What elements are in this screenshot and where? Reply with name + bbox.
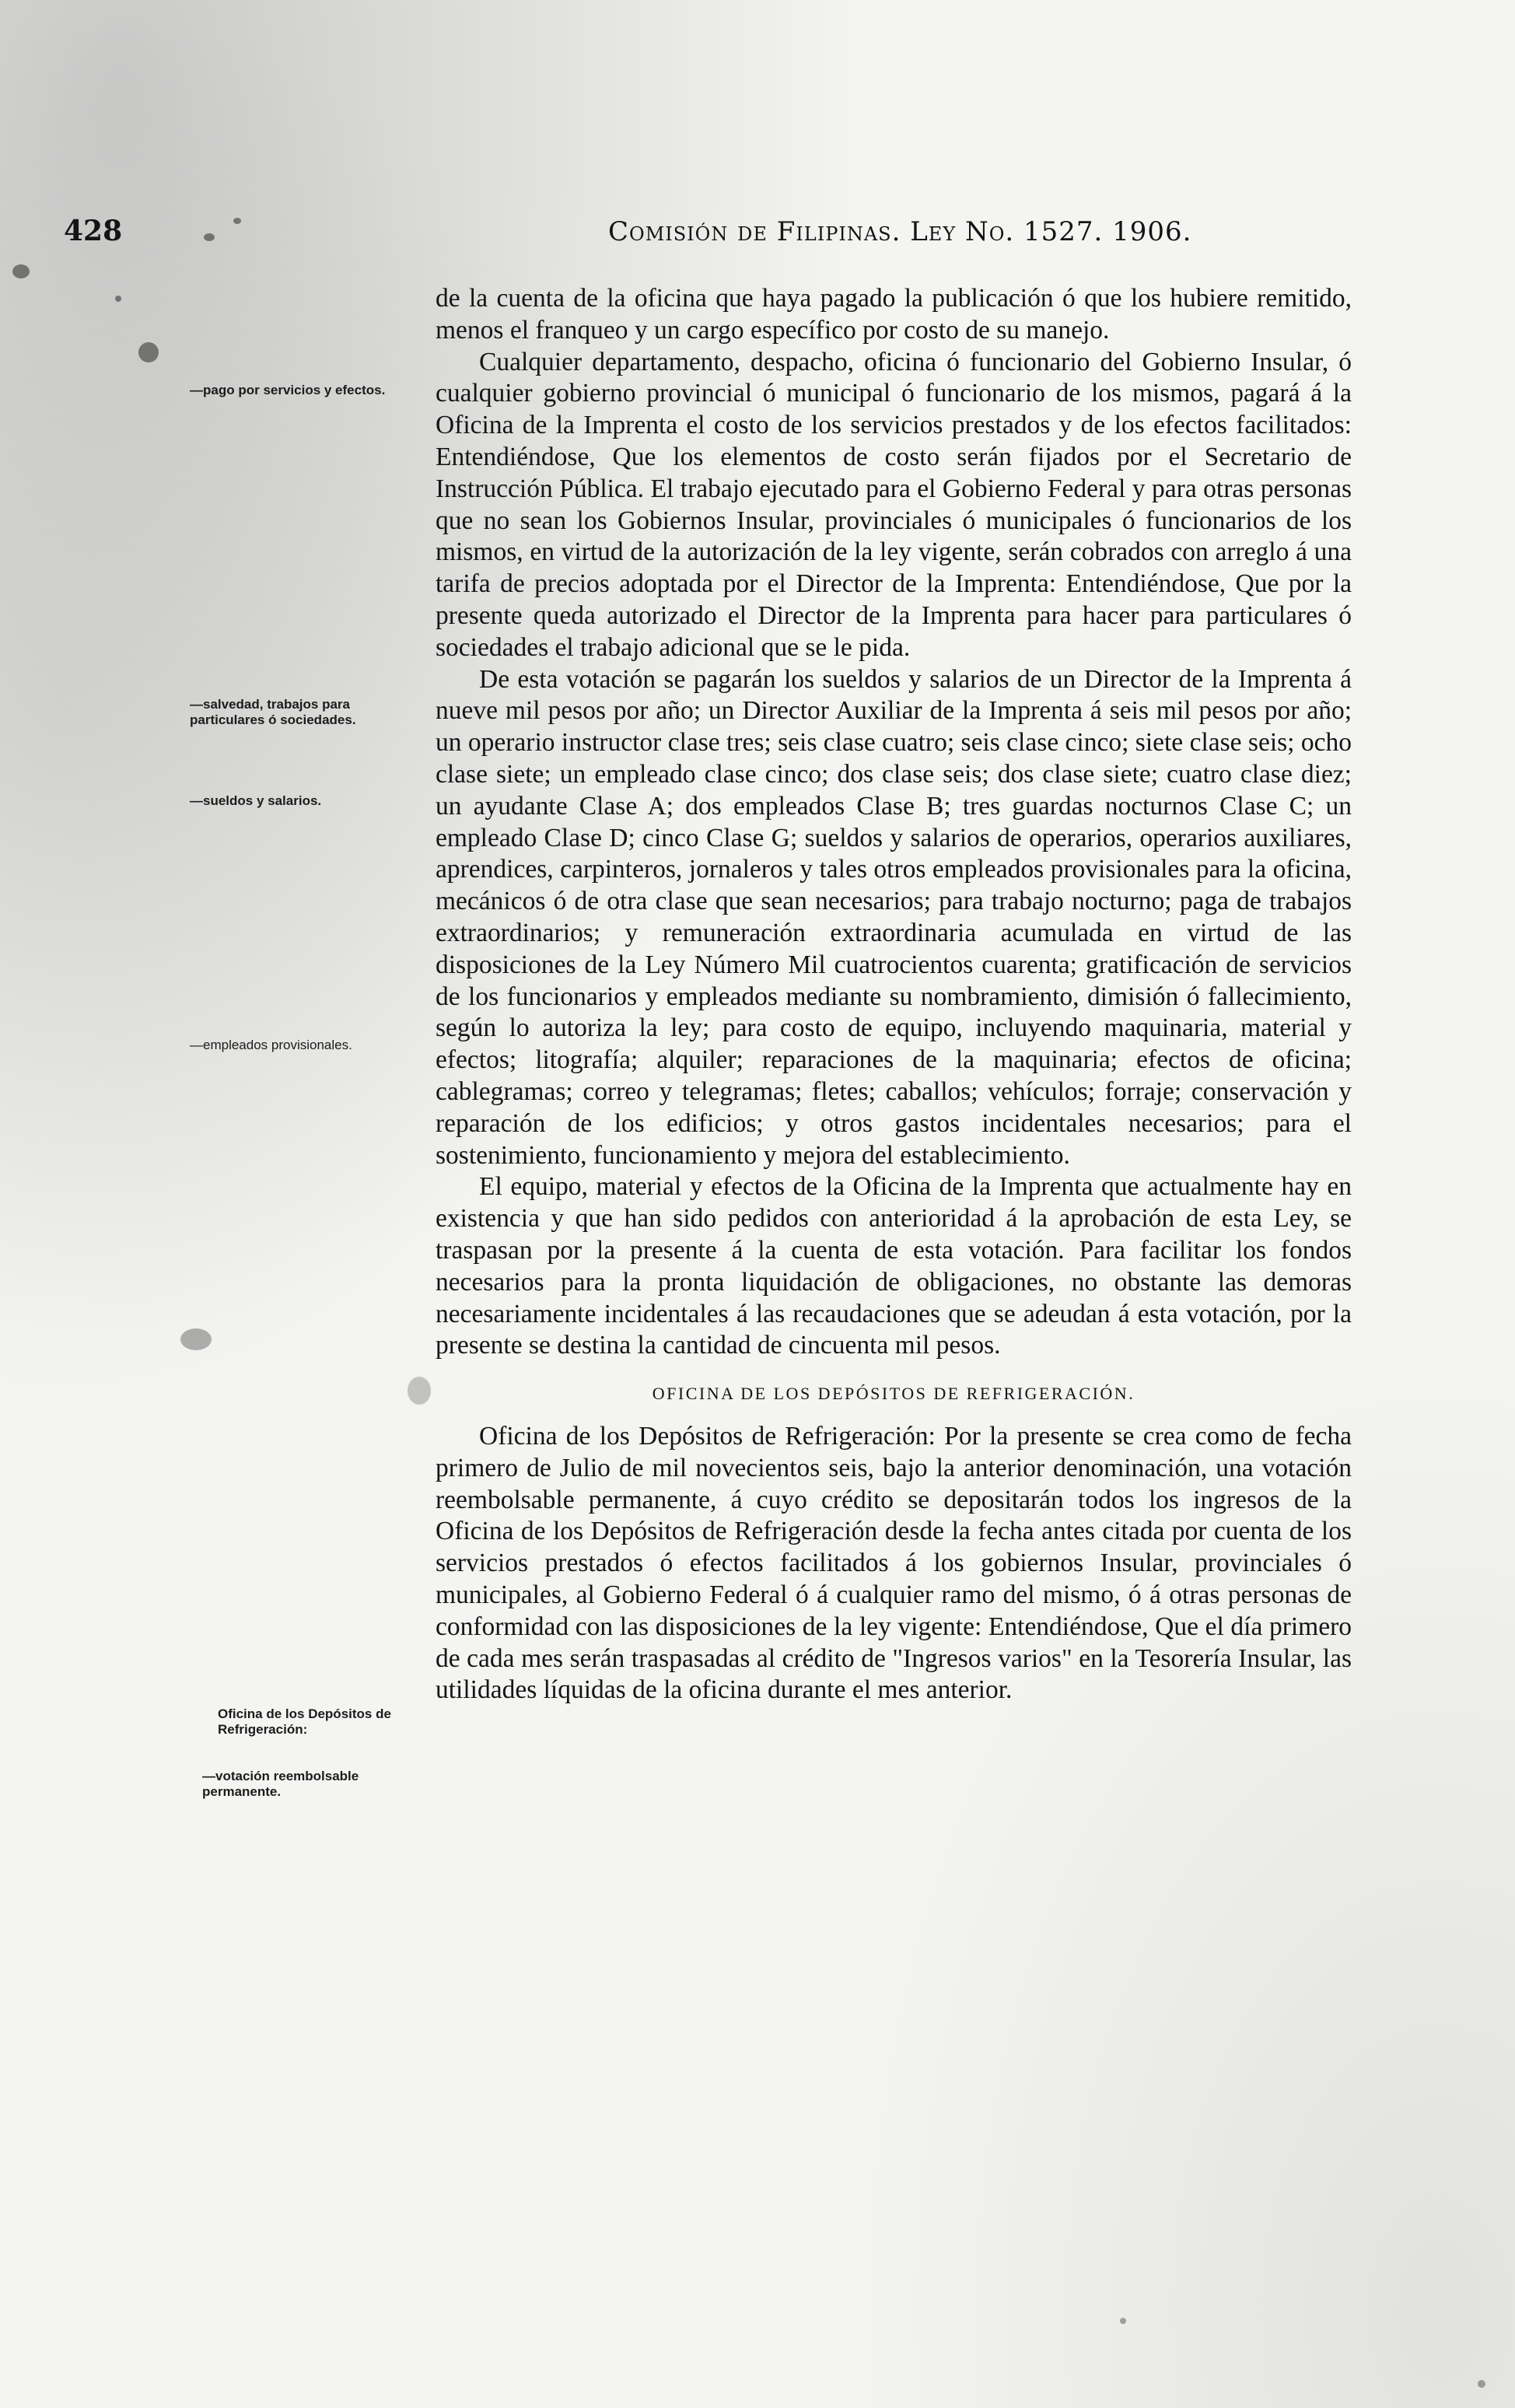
margin-note-sueldos: —sueldos y salarios. xyxy=(190,793,322,808)
scan-speck xyxy=(138,342,159,362)
margin-note-salvedad: —salvedad, trabajos para particulares ó sociedades. xyxy=(190,697,356,727)
scan-speck xyxy=(12,264,30,278)
paragraph-refrigeracion: Oficina de los Depósitos de Refrigeración: Por la presente se crea como de fecha primero de Julio de mil novecientos seis, bajo la anterior denominación, una votación reembolsable permanente, á cuyo crédito se depositarán todos los ingresos de la Oficina de los Depósitos de Refrigeración desde la fecha antes citada por cuenta de los servicios prestados ó efectos facilitados á los gobiernos Insular, provinciales ó municipales, al Gobierno Federal ó á cualquier ramo del mismo, ó á otras personas de conformidad con las disposiciones de la ley vigente: Entendiéndose, Que el día primero de cada mes serán traspasadas al crédito de "Ingresos varios" en la Tesorería Insular, las utilidades líquidas de la oficina durante el mes anterior. xyxy=(436,1422,1352,1705)
margin-note-votacion: —votación reembolsable permanente. xyxy=(202,1769,359,1799)
scan-speck xyxy=(1478,2380,1485,2388)
section-heading: OFICINA DE LOS DEPÓSITOS DE REFRIGERACIÓN. xyxy=(652,1384,1135,1404)
paragraph-continuation: de la cuenta de la oficina que haya pagado la publicación ó que los hubiere remitido, menos el franqueo y un cargo específico por costo de su manejo. xyxy=(436,284,1352,345)
paragraph-equipo-material: El equipo, material y efectos de la Oficina de la Imprenta que actualmente hay en existencia y que han sido pedidos con anterioridad á la aprobación de esta Ley, se traspasan por la presente á la cuenta de esta votación. Para facilitar los fondos necesarios para la pronta liquidación de obligaciones, no obstante las demoras necesariamente incidentales á las recaudaciones que se adeudan á esta votación, por la presente se destina la cantidad de cincuenta mil pesos. xyxy=(436,1172,1352,1360)
margin-note-oficina-refrigeracion: Oficina de los Depósitos de Refrigeración: xyxy=(218,1706,391,1737)
scan-speck xyxy=(180,1328,212,1350)
body-text xyxy=(436,283,1352,1706)
margin-note-empleados: —empleados provisionales. xyxy=(190,1038,352,1052)
running-title: Comisión de Filipinas. Ley No. 1527. 1906. xyxy=(608,216,1192,247)
scan-speck xyxy=(115,296,121,302)
margin-note-pago: —pago por servicios y efectos. xyxy=(190,383,386,397)
scan-speck xyxy=(1120,2318,1126,2324)
scan-speck xyxy=(408,1377,431,1405)
paragraph-pago-servicios: Cualquier departamento, despacho, oficina ó funcionario del Gobierno Insular, ó cualquier gobierno provincial ó municipal ó funcionario de los mismos, pagará á la Oficina de la Imprenta el costo de los servicios prestados y de los efectos facilitados: Entendiéndose, Que los elementos de costo serán fijados por el Secretario de Instrucción Pública. El trabajo ejecutado para el Gobierno Federal y para otras personas que no sean los Gobiernos Insular, provinciales ó municipales ó funcionarios de los mismos, en virtud de la autorización de la ley vigente, serán cobrados con arreglo á una tarifa de precios adoptada por el Director de la Imprenta: Entendiéndose, Que por la presente queda autorizado el Director de la Imprenta para hacer para particulares ó sociedades el trabajo adicional que se le pida. xyxy=(436,347,1352,662)
page-header xyxy=(64,215,1261,254)
paragraph-sueldos-salarios: De esta votación se pagarán los sueldos y salarios de un Director de la Imprenta á nueve mil pesos por año; un Director Auxiliar de la Imprenta á seis mil pesos por año; un operario instructor clase tres; seis clase cuatro; seis clase cinco; siete clase seis; ocho clase siete; un empleado clase cinco; dos clase seis; dos clase siete; cuatro clase diez; un ayudante Clase A; dos empleados Clase B; tres guardas nocturnos Clase C; un empleado Clase D; cinco Clase G; sueldos y salarios de operarios, operarios auxiliares, aprendices, carpinteros, jornaleros y tales otros empleados provisionales para la oficina, mecánicos ó de otra clase que sean necesarios; para trabajo nocturno; paga de trabajos extraordinarios; y remuneración extraordinaria acumulada en virtud de las disposiciones de la Ley Número Mil cuatrocientos cuarenta; gratificación de servicios de los funcionarios y empleados mediante su nombramiento, dimisión ó fallecimiento, según lo autoriza la ley; para costo de equipo, incluyendo maquinaria, material y efectos; litografía; alquiler; reparaciones de la maquinaria; efectos de oficina; cablegramas; correo y telegramas; fletes; caballos; vehículos; forraje; conservación y reparación de los edificios; y otros gastos incidentales necesarios; para el sostenimiento, funcionamiento y mejora del establecimiento. xyxy=(436,664,1352,1170)
page-number: 428 xyxy=(64,215,123,247)
